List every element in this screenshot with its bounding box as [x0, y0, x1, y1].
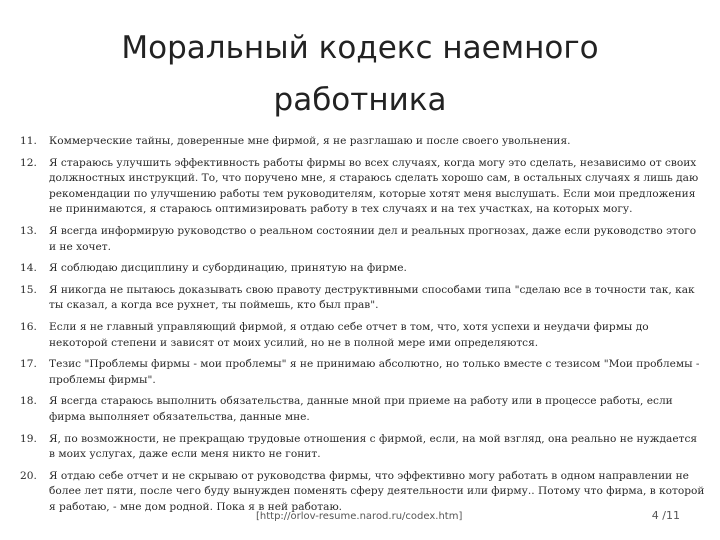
list-item — [20, 134, 705, 150]
list-item — [20, 283, 705, 314]
item-text: Я стараюсь улучшить эффективность работы фирмы во всех случаях, когда могу это сделать, независимо от своих должностных инструкций. То, что поручено мне, я стараюсь сделать хорошо сам, в остальных случаях я лишь даю рекомендации по улучшению работы тем руководителям, которые хотят меня выслушать. Если мои предложения не принимаются, я стараюсь оптимизировать работу в тех случаях и на тех участках, на которых могу. — [49, 156, 699, 216]
item-text: Я, по возможности, не прекращаю трудовые отношения с фирмой, если, на мой взгляд, она реально не нуждается в моих услугах, даже если меня никто не гонит. — [49, 432, 698, 461]
item-text: Если я не главный управляющий фирмой, я отдаю себе отчет в том, что, хотя успехи и неудачи фирмы до некоторой степени и зависят от моих усилий, но не в полной мере ими определяются. — [49, 320, 649, 349]
list-item — [20, 394, 705, 425]
item-number: 18. — [20, 395, 37, 408]
list-item — [20, 320, 705, 351]
item-text: Я отдаю себе отчет и не скрываю от руководства фирмы, что эффективно могу работать в одном направлении не более лет пяти, после чего буду вынужден поменять сферу деятельности или фирму.. Потому что фирма, в которой я работаю, - мне дом родной. Пока я в ней работаю. — [49, 469, 705, 513]
item-text: Коммерческие тайны, доверенные мне фирмой, я не разглашаю и после своего увольнения. — [49, 135, 571, 147]
item-text: Я соблюдаю дисциплину и субординацию, принятую на фирме. — [49, 262, 407, 275]
slide-title: Моральный кодекс наемного работника — [121, 30, 599, 118]
item-number: 12. — [20, 156, 37, 169]
item-text: Я всегда стараюсь выполнить обязательства, данные мной при приеме на работу или в процессе работы, если фирма выполняет обязательства, данные мне. — [49, 395, 673, 423]
list-item — [20, 357, 705, 388]
list-item — [20, 469, 705, 516]
item-number: 14. — [20, 262, 37, 275]
source-link[interactable]: [http://orlov-resume.narod.ru/codex.htm] — [256, 511, 463, 522]
list-item — [20, 432, 705, 463]
item-text: Я всегда информирую руководство о реальном состоянии дел и реальных прогнозах, даже если руководство этого и не хочет. — [49, 224, 697, 253]
item-number: 17. — [20, 358, 37, 371]
list-item — [20, 224, 705, 255]
list-item — [20, 156, 705, 218]
item-number: 16. — [20, 320, 37, 333]
item-number: 20. — [20, 469, 37, 482]
item-number: 11. — [20, 135, 37, 147]
code-list — [20, 134, 705, 521]
list-item — [20, 261, 705, 277]
item-text: Тезис "Проблемы фирмы - мои проблемы" я не принимаю абсолютно, но только вместе с тезисом "Мои проблемы - проблемы фирмы". — [49, 358, 700, 386]
item-number: 19. — [20, 432, 37, 445]
item-text: Я никогда не пытаюсь доказывать свою правоту деструктивными способами типа "сделаю все в точности так, как ты сказал, а когда все рухнет, ты поймешь, кто был прав". — [49, 283, 695, 312]
item-number: 13. — [20, 224, 37, 237]
item-number: 15. — [20, 283, 37, 296]
page-number: 4 /11 — [651, 509, 680, 522]
